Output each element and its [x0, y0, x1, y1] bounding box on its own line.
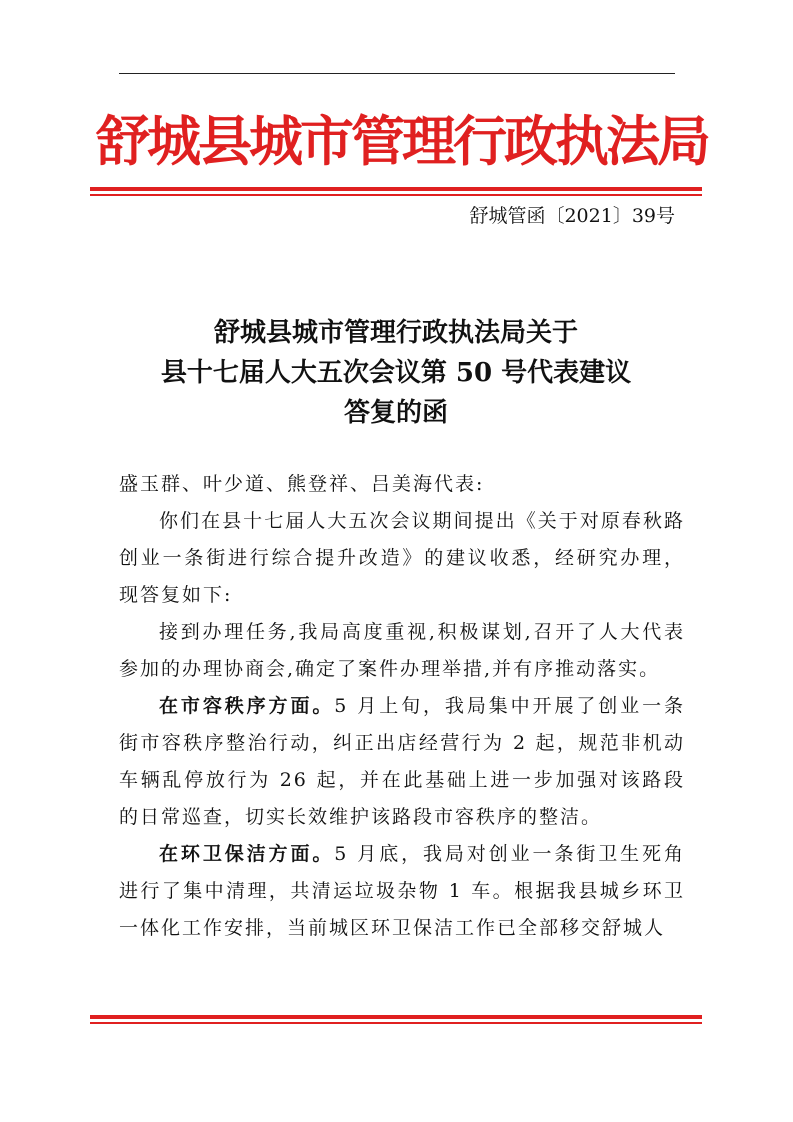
salutation: 盛玉群、叶少道、熊登祥、吕美海代表:: [119, 473, 485, 495]
paragraph-city-order-lead: 在市容秩序方面。: [159, 695, 335, 717]
title-line-3: 答复的函: [343, 398, 448, 428]
document-title: [96, 313, 696, 433]
letter-body: [119, 466, 685, 947]
paragraph-intro: 你们在县十七届人大五次会议期间提出《关于对原春秋路创业一条街进行综合提升改造》的建议收悉，经研究办理，现答复如下:: [119, 510, 685, 606]
paragraph-city-order-text: 5 月上旬，我局集中开展了创业一条街市容秩序整治行动，纠正出店经营行为 2 起，规范非机动车辆乱停放行为 26 起，并在此基础上进一步加强对该路段的日常巡查，切实长效维护该路段市容秩序的整洁。: [119, 695, 685, 828]
document-number: 舒城管函〔2021〕39号: [469, 205, 675, 227]
footer-red-rule: [90, 1015, 702, 1024]
title-line-2: 县十七届人大五次会议第 50 号代表建议: [160, 358, 632, 388]
paragraph-sanitation-lead: 在环卫保洁方面。: [159, 843, 335, 865]
paragraph-handling: 接到办理任务,我局高度重视,积极谋划,召开了人大代表参加的办理协商会,确定了案件办理举措,并有序推动落实。: [119, 621, 685, 680]
top-rule: [119, 73, 675, 74]
letterhead-red-rule: [90, 187, 702, 196]
paragraph-sanitation-text: 5 月底，我局对创业一条街卫生死角进行了集中清理，共清运垃圾杂物 1 车。根据我县城乡环卫一体化工作安排，当前城区环卫保洁工作已全部移交舒城人: [119, 843, 685, 939]
paragraph-city-order: [119, 688, 685, 836]
title-line-1: 舒城县城市管理行政执法局关于: [213, 318, 578, 348]
paragraph-sanitation: [119, 836, 685, 947]
letterhead-organization: 舒城县城市管理行政执法局: [96, 110, 708, 173]
